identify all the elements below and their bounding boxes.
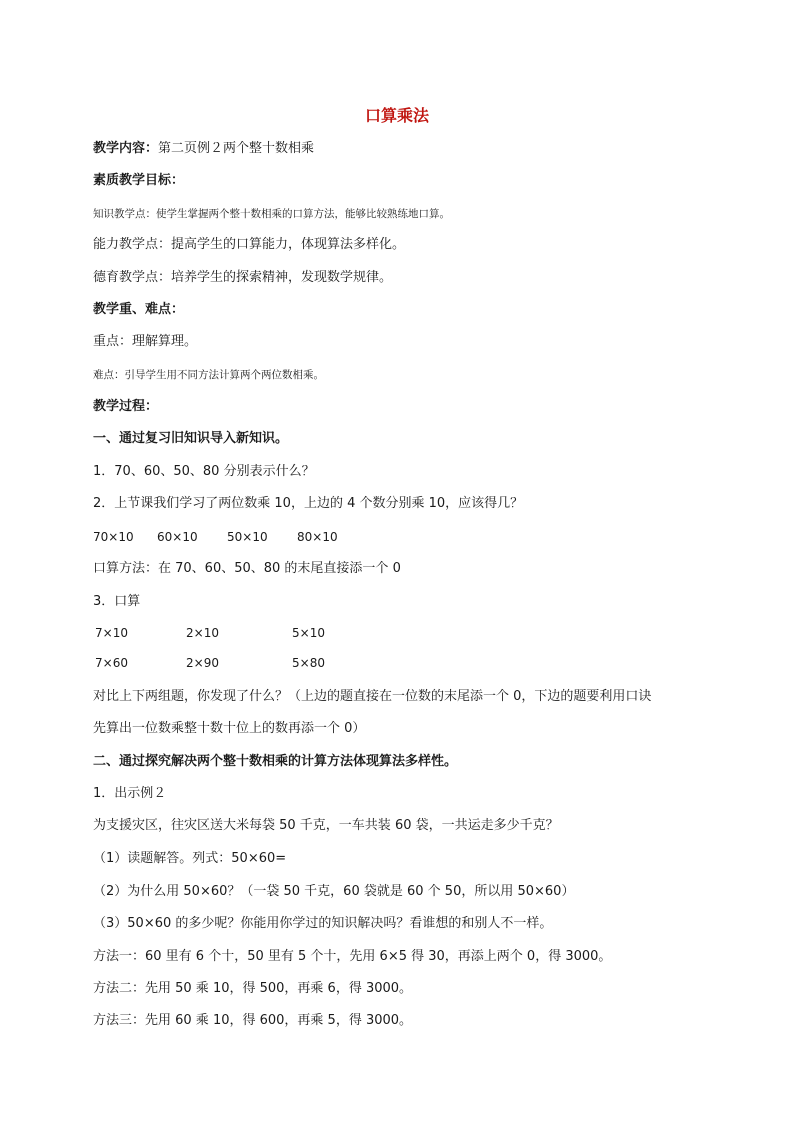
exercise-cell: 50×10 [227,530,268,544]
method-2: 方法二：先用 50 乘 10，得 500，再乘 6，得 3000。 [93,981,413,996]
goals-heading: 素质教学目标： [93,173,185,188]
difficult-point: 难点：引导学生用不同方法计算两个两位数相乘。 [93,369,324,381]
method-1: 方法一：60 里有 6 个十，50 里有 5 个十，先用 6×5 得 30，再添上两个 0，得 3000。 [93,949,612,964]
step-2: （2）为什么用 50×60？（一袋 50 千克，60 袋就是 60 个 50，所以用 50×60） [93,884,575,899]
compare-line-1: 对比上下两组题，你发现了什么？（上边的题直接在一位数的末尾添一个 0，下边的题要利用口诀 [93,689,652,704]
process-heading: 教学过程： [93,399,159,414]
example-item: 1．出示例２ [93,786,167,801]
review-item-1: 1．70、60、50、80 分别表示什么？ [93,464,315,479]
review-item-3: 3．口算 [93,594,141,609]
content-label: 教学内容： [93,141,159,156]
method-3: 方法三：先用 60 乘 10，得 600，再乘 5，得 3000。 [93,1013,413,1028]
exercise-cell: 7×10 [95,626,128,640]
content-text: 第二页例２两个整十数相乘 [158,141,315,156]
compare-line-2: 先算出一位数乘整十数十位上的数再添一个 0） [93,721,366,736]
exercise-cell: 70×10 [93,530,134,544]
exercise-cell: 7×60 [95,656,128,670]
exercise-cell: 2×10 [186,626,219,640]
exercise-cell: 80×10 [297,530,338,544]
step-3: （3）50×60 的多少呢？你能用你学过的知识解决吗？看谁想的和别人不一样。 [93,916,553,931]
section1-heading: 一、通过复习旧知识导入新知识。 [93,431,289,446]
goal-ability: 能力教学点：提高学生的口算能力，体现算法多样化。 [93,237,406,252]
word-problem: 为支援灾区，往灾区送大米每袋 50 千克，一车共装 60 袋，一共运走多少千克？ [93,818,559,833]
content-line [93,141,314,157]
goal-moral: 德育教学点：培养学生的探索精神，发现数学规律。 [93,270,393,285]
exercise-cell: 5×80 [292,656,325,670]
section2-heading: 二、通过探究解决两个整十数相乘的计算方法体现算法多样性。 [93,754,458,769]
exercise-cell: 60×10 [157,530,198,544]
step-1: （1）读题解答。列式：50×60= [93,851,287,866]
exercise-cell: 5×10 [292,626,325,640]
method-note: 口算方法：在 70、60、50、80 的末尾直接添一个 0 [93,561,401,576]
key-heading: 教学重、难点： [93,302,185,317]
document-title: 口算乘法 [364,106,429,125]
exercise-cell: 2×90 [186,656,219,670]
key-point: 重点：理解算理。 [93,334,198,349]
review-item-2: 2．上节课我们学习了两位数乘 10，上边的 4 个数分别乘 10，应该得几？ [93,496,524,511]
goal-knowledge: 知识教学点：使学生掌握两个整十数相乘的口算方法，能够比较熟练地口算。 [93,208,450,220]
